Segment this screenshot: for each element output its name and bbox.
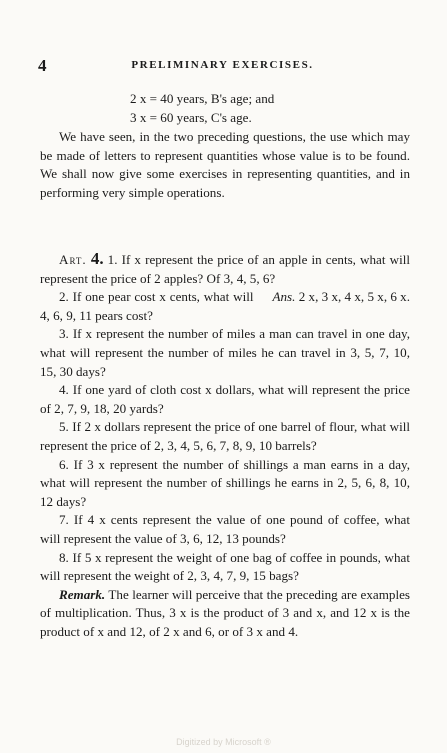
exercise-1-text: 1. If x represent the price of an apple in cents, what will represent the price of 2 apples? Of 3, 4, 5, 6? (40, 252, 410, 286)
running-title: PRELIMINARY EXERCISES. (131, 59, 314, 71)
exercise-6: 6. If 3 x represent the number of shillings a man earns in a day, what will represent the number of shillings he earns in 2, 5, 6, 8, 10, 12 days? (40, 456, 410, 509)
answer (254, 288, 411, 307)
equation-line: 2 x = 40 years, B's age; and (130, 91, 275, 106)
page-number: 4 (38, 56, 47, 75)
answer-text: 2 x, 3 x, 4 x, 5 x, 6 x. (298, 289, 410, 305)
article-label: Art. (59, 252, 87, 267)
exercise-3: 3. If x represent the number of miles a man can travel in one day, what will represent the number of miles he can travel in 3, 5, 7, 10, 15, 30 days? (40, 326, 410, 379)
remark-label: Remark. (59, 586, 106, 602)
equation-line: 3 x = 60 years, C's age. (130, 109, 252, 125)
exercise-8: 8. If 5 x represent the weight of one bag of coffee in pounds, what will represent the weight of 2, 3, 4, 7, 9, 15 bags? (40, 549, 410, 584)
remark-text: The learner will perceive that the preceding are examples of multiplication. Thus, 3 x is the product of 3 and x, and 12 x is the product of x and 12, of 2 x and 6, or of 3 x and 4. (40, 586, 410, 639)
intro-block (40, 128, 410, 202)
exercise-7: 7. If 4 x cents represent the value of one pound of coffee, what will represent the value of 3, 6, 12, 13 pounds? (40, 512, 410, 546)
remark-paragraph (40, 586, 410, 642)
exercise-5: 5. If 2 x dollars represent the price of one barrel of flour, what will represent the price of 2, 3, 4, 5, 6, 7, 8, 9, 10 barrels? (40, 419, 410, 453)
exercise-block (40, 250, 410, 641)
exercise-1 (40, 249, 410, 305)
exercise-2: 2. If one pear cost x cents, what will 4, 6, 9, 11 pears cost? (40, 289, 254, 323)
exercise-4: 4. If one yard of cloth cost x dollars, what will represent the price of 2, 7, 9, 18, 20 yards? (40, 382, 410, 416)
answer-label: Ans. (272, 289, 296, 305)
digitization-watermark: Digitized by Microsoft ® (176, 737, 271, 747)
article-number: 4. (90, 249, 104, 268)
intro-paragraph: We have seen, in the two preceding questions, the use which may be made of letters to represent quantities whose value is to be found. We shall now give some exercises in representing quantities, and in performing very simple operations. (40, 129, 410, 200)
equation-block (130, 90, 274, 127)
page-header (38, 56, 407, 76)
